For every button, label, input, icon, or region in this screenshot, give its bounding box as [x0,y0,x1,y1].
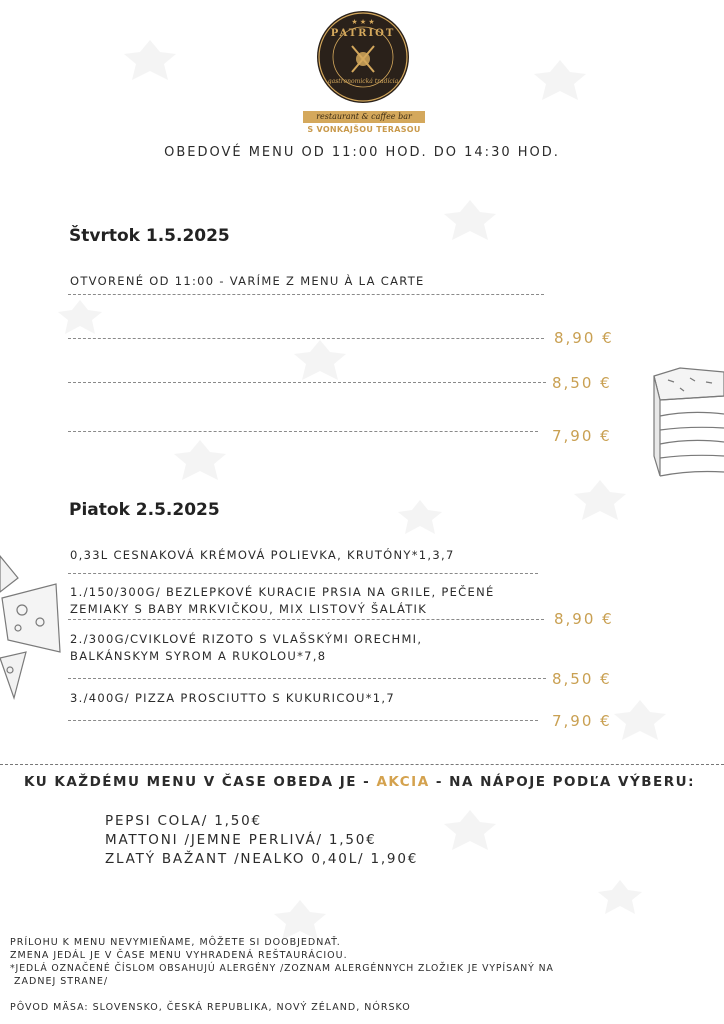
logo-subline: S VONKAJŠOU TERASOU [307,125,421,134]
svg-text:★ ★ ★: ★ ★ ★ [351,18,375,26]
promo-text [24,773,704,792]
promo-before: KU KAŽDÉMU MENU V ČASE OBEDA JE - [24,774,377,790]
price-label: 8,50 € [552,670,612,688]
menu-subtitle: OBEDOVÉ MENU OD 11:00 HOD. DO 14:30 HOD. [164,145,560,160]
dash-line [68,573,538,574]
dash-line [68,294,544,295]
thursday-note: OTVORENÉ OD 11:00 - VARÍME Z MENU À LA CARTE [70,274,425,288]
price-label: 7,90 € [552,712,612,730]
patriot-logo [316,10,410,104]
price-label: 8,90 € [554,610,614,628]
promo-after: - NA NÁPOJE PODĽA VÝBERU: [429,774,695,790]
drink-item: PEPSI COLA/ 1,50€ [105,813,262,829]
section-divider [0,764,724,765]
price-label: 8,50 € [552,374,612,392]
friday-item-1-line2: ZEMIAKY S BABY MRKVIČKOU, MIX LISTOVÝ ŠALÁTIK [70,602,428,616]
meat-origin: PÔVOD MÄSA: SLOVENSKO, ČESKÁ REPUBLIKA, NOVÝ ZÉLAND, NÓRSKO [10,1002,411,1013]
footnote-line: ZMENA JEDÁL JE V ČASE MENU VYHRADENÁ REŠTAURÁCIOU. [10,950,348,961]
footnote-line: PRÍLOHU K MENU NEVYMIEŇAME, MÔŽETE SI DOOBJEDNAŤ. [10,937,341,948]
pizza-illustration [0,548,62,708]
friday-item-2-line2: BALKÁNSKYM SYROM A RUKOLOU*7,8 [70,649,327,663]
day-title-thursday: Štvrtok 1.5.2025 [69,226,230,246]
dash-line [68,431,538,432]
footnote-line: *JEDLÁ OZNAČENÉ ČÍSLOM OBSAHUJÚ ALERGÉNY /ZOZNAM ALERGÉNNYCH ZLOŽIEK JE VYPÍSANÝ NA [10,963,554,974]
friday-item-2-line1: 2./300G/CVIKLOVÉ RIZOTO S VLAŠSKÝMI ORECHMI, [70,632,423,646]
dash-line [68,338,544,339]
dash-line [68,382,546,383]
footnote-line: ZADNEJ STRANE/ [10,976,109,987]
friday-item-1-line1: 1./150/300G/ BEZLEPKOVÉ KURACIE PRSIA NA GRILE, PEČENÉ [70,585,495,599]
day-title-friday: Piatok 2.5.2025 [69,500,220,520]
logo-tagline: gastronomická tradícia [327,78,399,85]
friday-soup: 0,33L CESNAKOVÁ KRÉMOVÁ POLIEVKA, KRUTÓNY*1,3,7 [70,548,455,562]
friday-item-3-line1: 3./400G/ PIZZA PROSCIUTTO S KUKURICOU*1,7 [70,691,395,705]
price-label: 8,90 € [554,329,614,347]
dash-line [68,619,544,620]
drink-item: ZLATÝ BAŽANT /NEALKO 0,40L/ 1,90€ [105,851,419,867]
logo-ribbon: restaurant & caffee bar [303,111,425,123]
drink-item: MATTONI /JEMNE PERLIVÁ/ 1,50€ [105,832,377,848]
price-label: 7,90 € [552,427,612,445]
dash-line [68,678,546,679]
dash-line [68,720,538,721]
promo-highlight: AKCIA [376,774,430,790]
logo-name: PATRIOT [330,28,396,39]
lasagna-illustration [650,366,724,494]
